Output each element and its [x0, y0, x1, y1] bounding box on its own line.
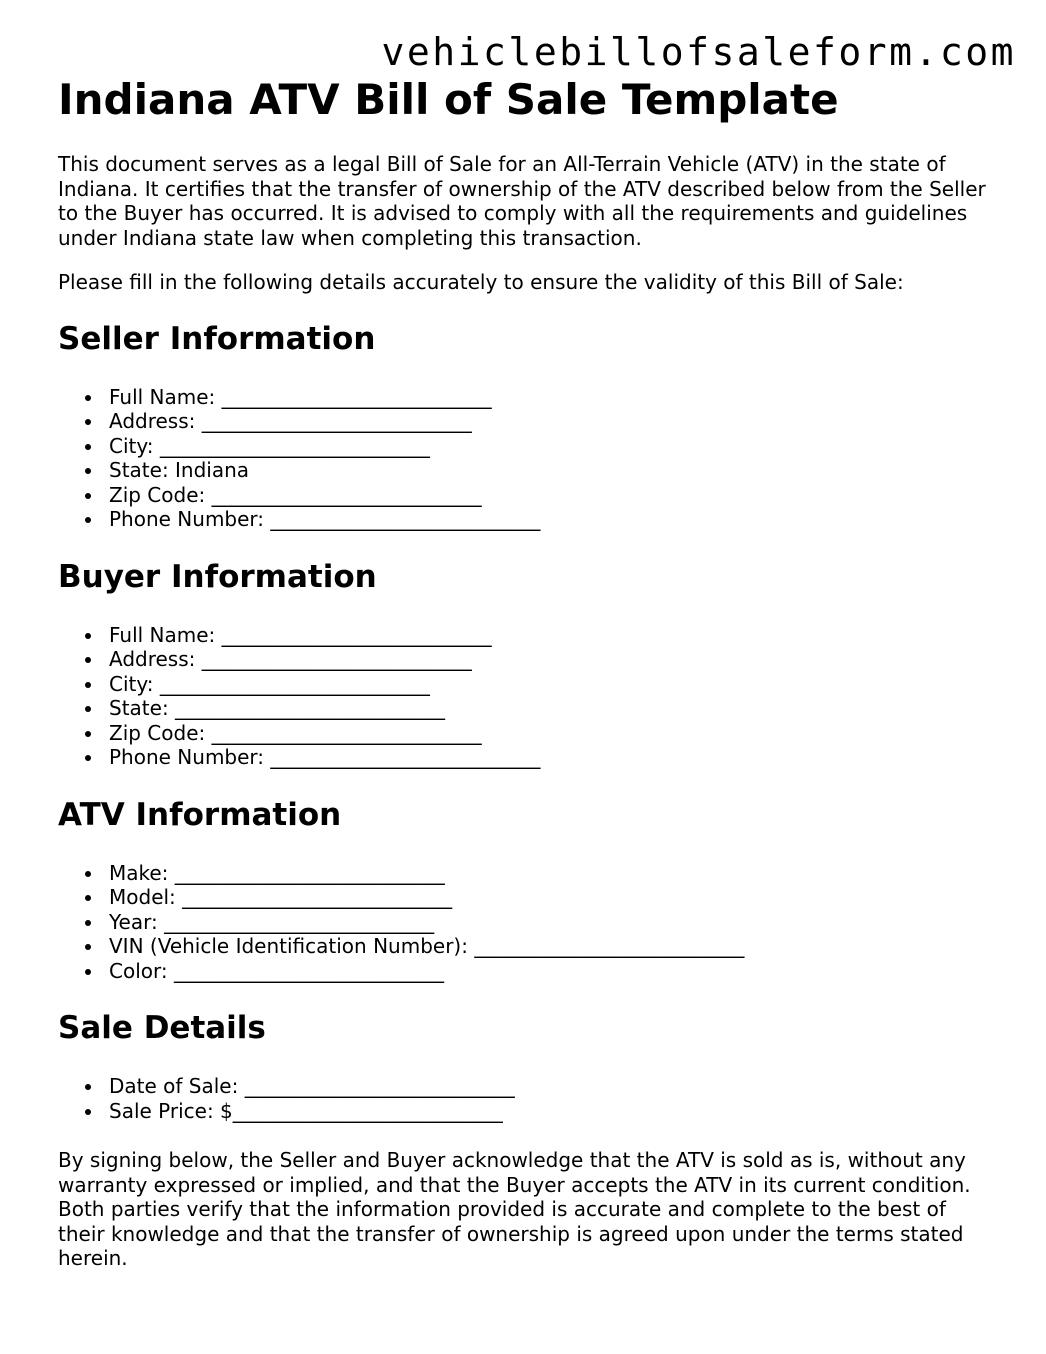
closing-paragraph: By signing below, the Seller and Buyer acknowledge that the ATV is sold as is, without any warranty expressed or implied, and that the Buyer accepts the ATV in its current condition. Both parties verify that the information provided is accurate and complete to the best of their knowledge and that the transfer of ownership is agreed upon under the terms stated herein.: [58, 1148, 971, 1270]
seller-phone-field: Phone Number: ___________________________: [109, 507, 993, 532]
buyer-list: [58, 623, 993, 770]
atv-make-field: Make: ___________________________: [109, 861, 993, 886]
seller-heading: Seller Information: [58, 320, 376, 357]
document-page: [58, 74, 993, 1291]
buyer-address-field: Address: ___________________________: [109, 647, 993, 672]
buyer-heading: Buyer Information: [58, 558, 377, 595]
atv-vin-field: VIN (Vehicle Identification Number): ___________________________: [109, 934, 993, 959]
buyer-state-field: State: ___________________________: [109, 696, 993, 721]
buyer-city-field: City: ___________________________: [109, 672, 993, 697]
atv-color-field: Color: ___________________________: [109, 959, 993, 984]
sale-heading: Sale Details: [58, 1010, 266, 1046]
atv-list: [58, 861, 993, 984]
atv-model-field: Model: ___________________________: [109, 885, 993, 910]
page-title: Indiana ATV Bill of Sale Template: [58, 75, 839, 124]
seller-list: [58, 385, 993, 532]
atv-heading: ATV Information: [58, 796, 342, 833]
intro-paragraph: This document serves as a legal Bill of Sale for an All-Terrain Vehicle (ATV) in the state of Indiana. It certifies that the transfer of ownership of the ATV described below from the Seller to the Buyer has occurred. It is advised to comply with all the requirements and guidelines under Indiana state law when completing this transaction.: [58, 152, 986, 250]
buyer-full-name-field: Full Name: ___________________________: [109, 623, 993, 648]
seller-address-field: Address: ___________________________: [109, 409, 993, 434]
atv-year-field: Year: ___________________________: [109, 910, 993, 935]
instructions-paragraph: Please fill in the following details accurately to ensure the validity of this Bill of Sale:: [58, 270, 904, 294]
site-watermark: vehiclebillofsaleform.com: [381, 30, 1016, 74]
buyer-phone-field: Phone Number: ___________________________: [109, 745, 993, 770]
sale-date-field: Date of Sale: ___________________________: [109, 1074, 993, 1099]
seller-state-field: State: Indiana: [109, 458, 993, 483]
buyer-zip-field: Zip Code: ___________________________: [109, 721, 993, 746]
sale-list: [58, 1074, 993, 1123]
sale-price-field: Sale Price: $___________________________: [109, 1099, 993, 1124]
seller-zip-field: Zip Code: ___________________________: [109, 483, 993, 508]
seller-city-field: City: ___________________________: [109, 434, 993, 459]
seller-full-name-field: Full Name: ___________________________: [109, 385, 993, 410]
